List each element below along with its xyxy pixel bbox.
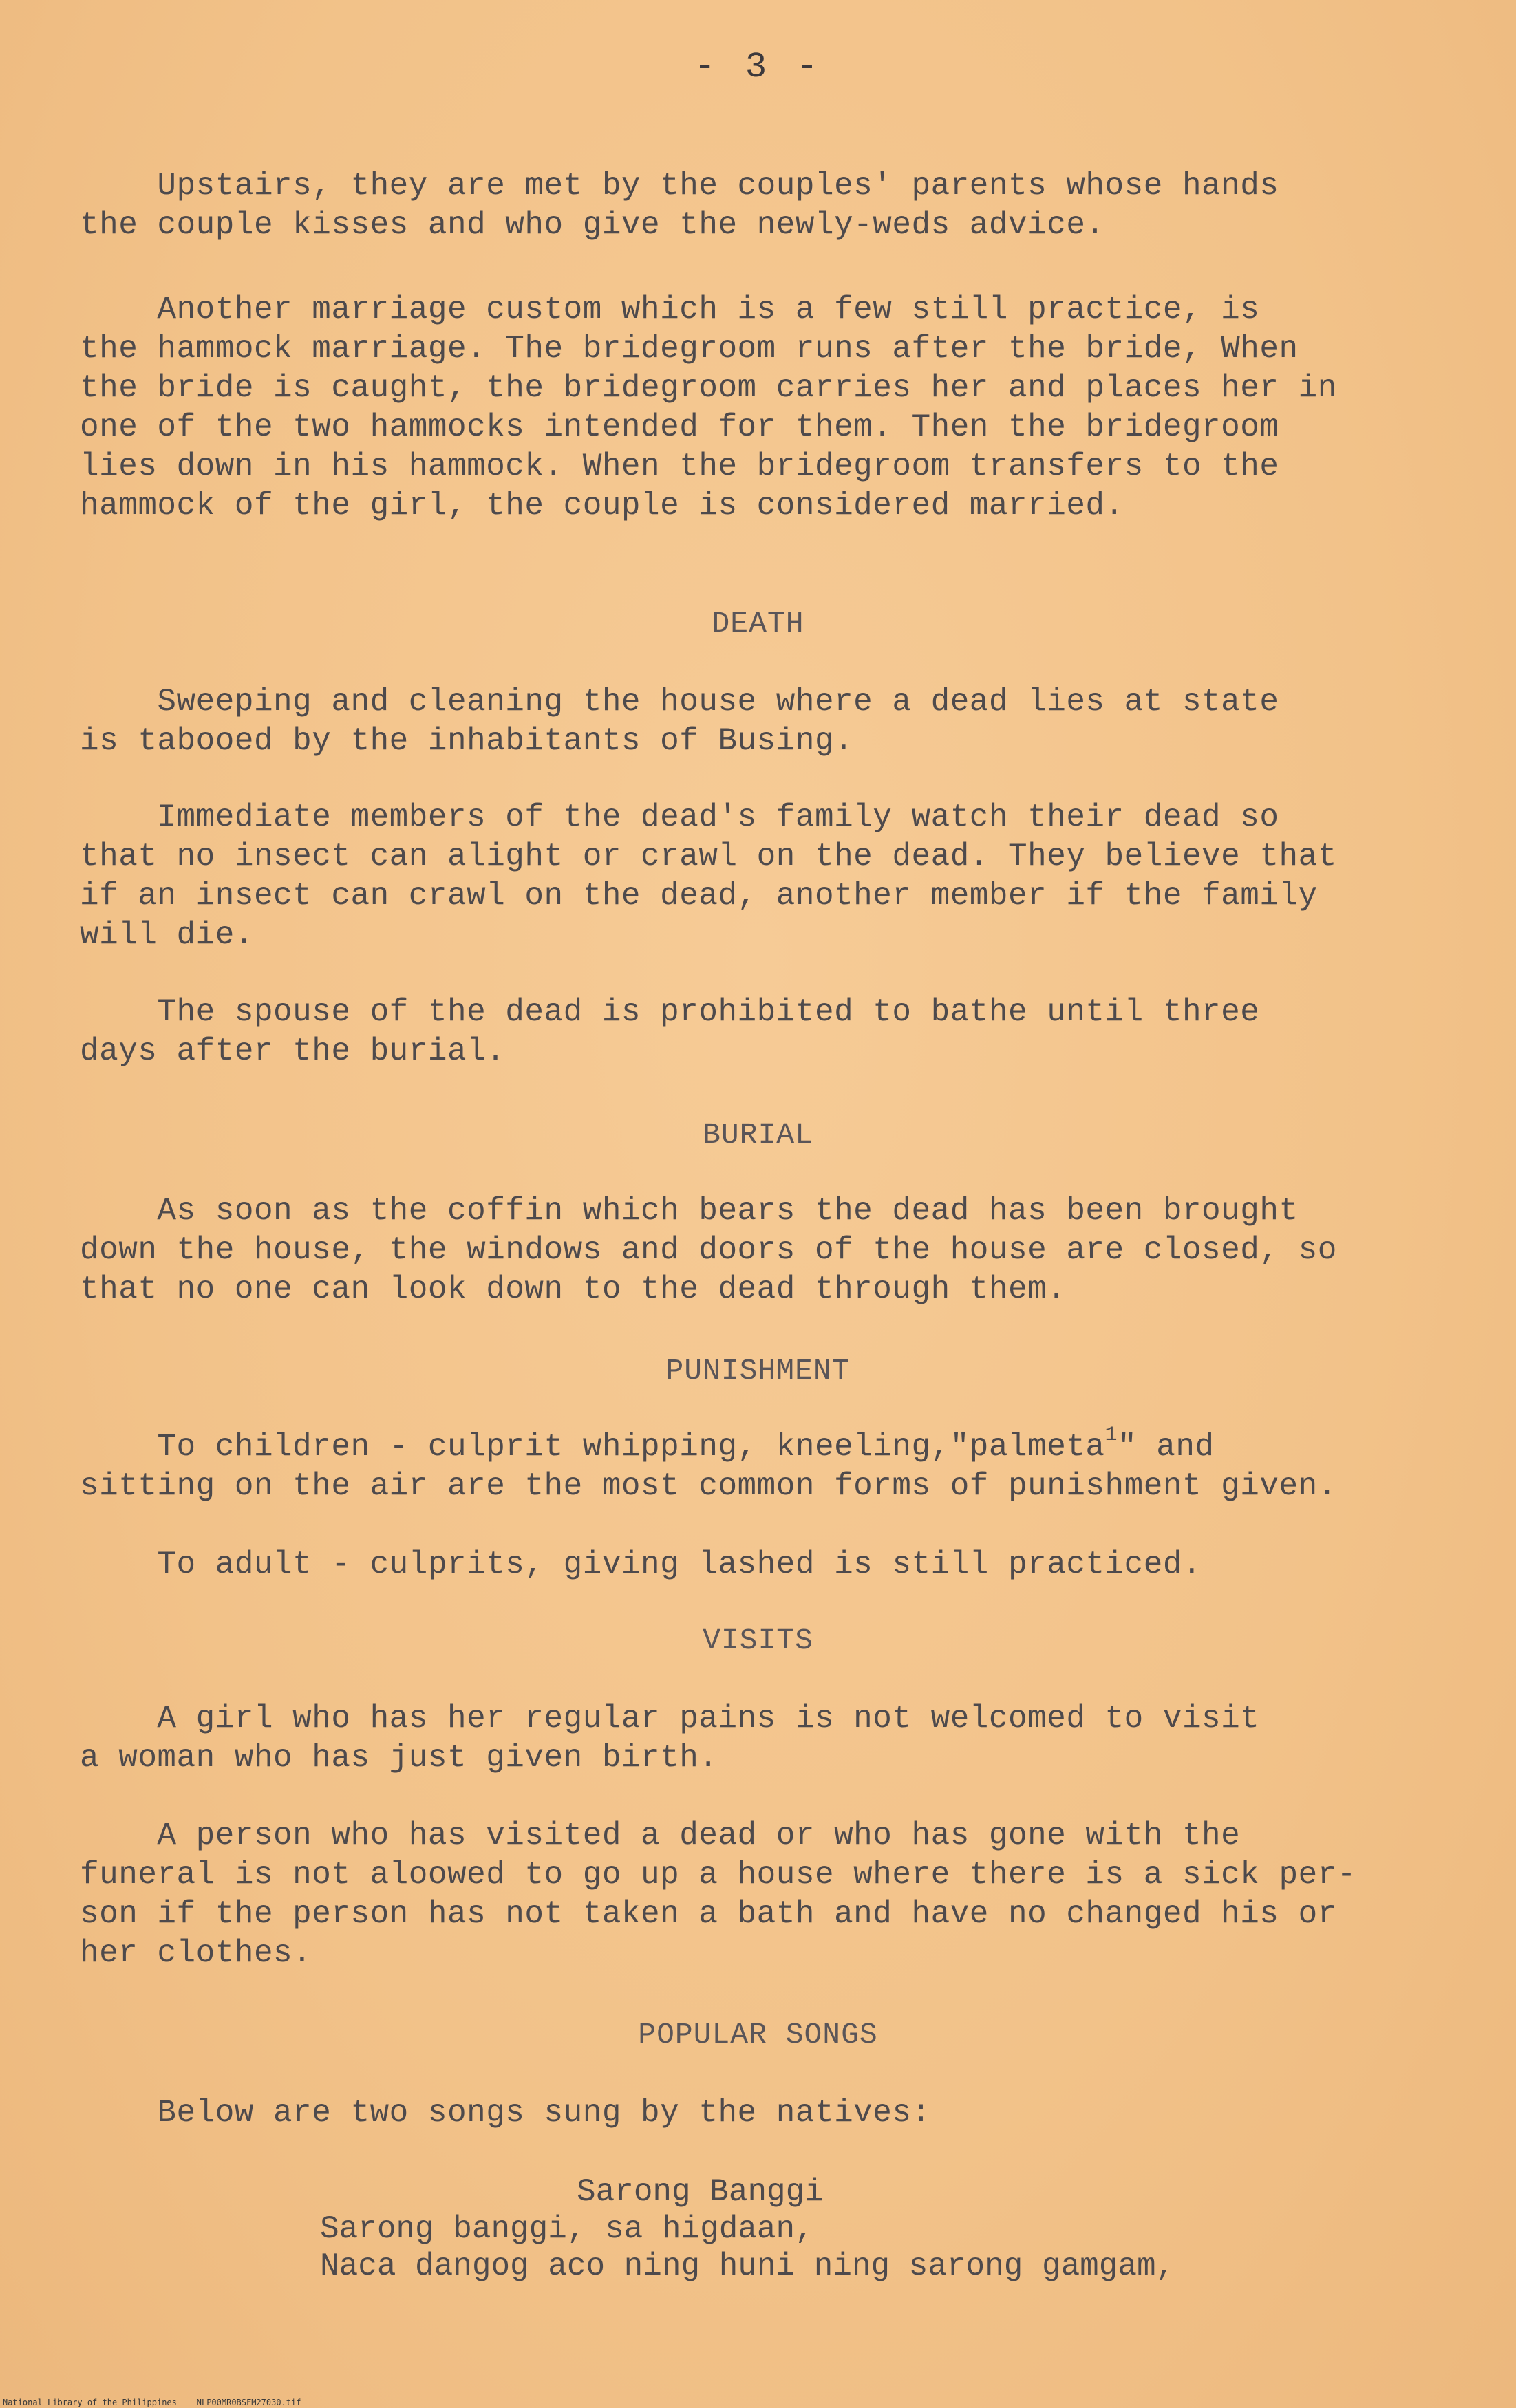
text-line: lies down in his hammock. When the bridegroom transfers to the (80, 449, 1279, 484)
text-line: As soon as the coffin which bears the dead has been brought (80, 1193, 1299, 1229)
text-line: Below are two songs sung by the natives: (80, 2095, 931, 2131)
footnote-marker: 1 (1104, 1423, 1118, 1447)
text-line: if an insect can crawl on the dead, another member if the family (80, 878, 1318, 914)
paragraph-person-visited-dead (80, 1816, 1429, 1973)
text-line: Another marriage custom which is a few still practice, is (80, 292, 1260, 327)
song-line: Naca dangog aco ning huni ning sarong gamgam, (320, 2248, 1175, 2284)
text-fragment: " and (1118, 1429, 1215, 1465)
text-line (80, 1423, 1429, 1467)
text-line: is tabooed by the inhabitants of Busing. (80, 723, 854, 759)
paragraph-sweeping (80, 682, 1429, 761)
paragraph-spouse (80, 993, 1429, 1071)
text-line: To adult - culprits, giving lashed is still practiced. (80, 1547, 1202, 1582)
song-title: Sarong Banggi (577, 2174, 824, 2210)
heading-popular-songs: POPULAR SONGS (638, 2018, 878, 2052)
heading-visits: VISITS (703, 1624, 813, 1657)
text-line: the bride is caught, the bridegroom carries her and places her in (80, 370, 1337, 406)
text-line: son if the person has not taken a bath and have no changed his or (80, 1896, 1337, 1932)
text-line: the hammock marriage. The bridegroom runs after the bride, When (80, 331, 1299, 367)
text-line: days after the burial. (80, 1033, 506, 1069)
text-line: that no insect can alight or crawl on the dead. They believe that (80, 839, 1337, 874)
paragraph-adult-punishment (80, 1545, 1429, 1584)
text-line: that no one can look down to the dead through them. (80, 1271, 1067, 1307)
heading-punishment: PUNISHMENT (665, 1354, 851, 1388)
text-line: hammock of the girl, the couple is considered married. (80, 488, 1124, 524)
paragraph-immediate-members (80, 798, 1429, 955)
text-line: one of the two hammocks intended for them. Then the bridegroom (80, 409, 1279, 445)
text-line: The spouse of the dead is prohibited to bathe until three (80, 994, 1260, 1030)
text-line: the couple kisses and who give the newly-weds advice. (80, 207, 1105, 243)
text-fragment: To children - culprit whipping, kneeling,"palmeta (80, 1429, 1105, 1465)
text-line: Upstairs, they are met by the couples' parents whose hands (80, 168, 1279, 204)
paragraph-songs-intro (80, 2094, 1429, 2133)
text-line: her clothes. (80, 1935, 312, 1971)
heading-burial: BURIAL (703, 1118, 813, 1152)
song-line: Sarong banggi, sa higdaan, (320, 2211, 814, 2247)
heading-death: DEATH (712, 607, 804, 641)
paragraph-coffin (80, 1192, 1429, 1309)
paragraph-upstairs (80, 166, 1429, 245)
archive-footer: National Library of the Philippines NLP00MR0BSFM27030.tif (3, 2398, 301, 2407)
paragraph-children-punishment (80, 1423, 1429, 1506)
text-line: down the house, the windows and doors of the house are closed, so (80, 1232, 1337, 1268)
text-line: a woman who has just given birth. (80, 1740, 718, 1776)
text-line: A girl who has her regular pains is not welcomed to visit (80, 1701, 1260, 1737)
text-line: Sweeping and cleaning the house where a dead lies at state (80, 684, 1279, 720)
text-line: funeral is not aloowed to go up a house where there is a sick per- (80, 1857, 1356, 1893)
page-number: - 3 - (694, 47, 822, 87)
paragraph-girl (80, 1699, 1429, 1778)
text-line: A person who has visited a dead or who has gone with the (80, 1818, 1241, 1853)
paragraph-hammock-marriage (80, 290, 1429, 526)
text-line: will die. (80, 917, 254, 953)
text-line: Immediate members of the dead's family watch their dead so (80, 799, 1279, 835)
text-line: sitting on the air are the most common forms of punishment given. (80, 1468, 1337, 1504)
